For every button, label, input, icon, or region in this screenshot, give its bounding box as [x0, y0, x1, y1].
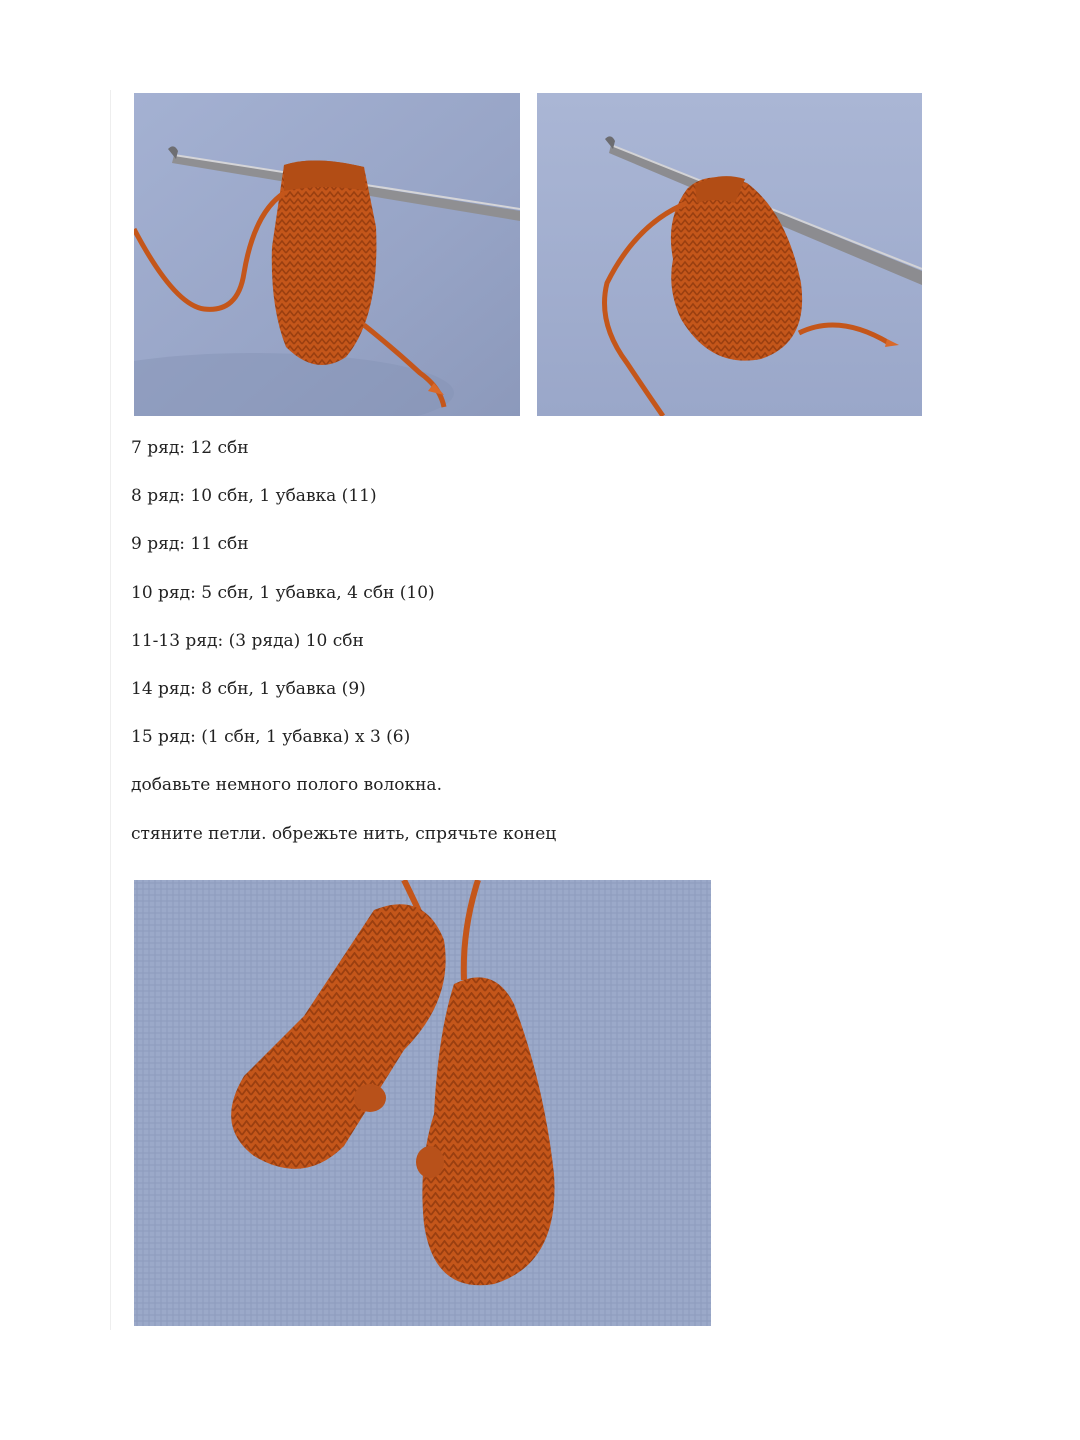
instruction-row-14: 14 ряд: 8 сбн, 1 убавка (9) — [131, 678, 366, 699]
instruction-row-10: 10 ряд: 5 сбн, 1 убавка, 4 сбн (10) — [131, 582, 435, 603]
instruction-row-15: 15 ряд: (1 сбн, 1 убавка) х 3 (6) — [131, 727, 411, 748]
photo-3-illustration — [134, 880, 711, 1326]
photo-finished-mittens — [134, 880, 711, 1326]
instruction-stuffing: добавьте немного полого волокна. — [131, 775, 442, 796]
instruction-row-11-13: 11-13 ряд: (3 ряда) 10 сбн — [131, 630, 364, 651]
photo-2-illustration — [537, 93, 922, 416]
photo-crochet-piece-on-hook-front — [134, 93, 520, 416]
instructions-block — [131, 436, 931, 870]
instruction-finish: стяните петли. обрежьте нить, спрячьте конец — [131, 823, 557, 844]
instruction-row-8: 8 ряд: 10 сбн, 1 убавка (11) — [131, 486, 377, 507]
photo-1-illustration — [134, 93, 520, 416]
instruction-row-7: 7 ряд: 12 сбн — [131, 438, 249, 458]
photo-crochet-piece-on-hook-side — [537, 93, 922, 416]
page-margin-line — [110, 90, 111, 1330]
instruction-row-9: 9 ряд: 11 сбн — [131, 534, 249, 555]
